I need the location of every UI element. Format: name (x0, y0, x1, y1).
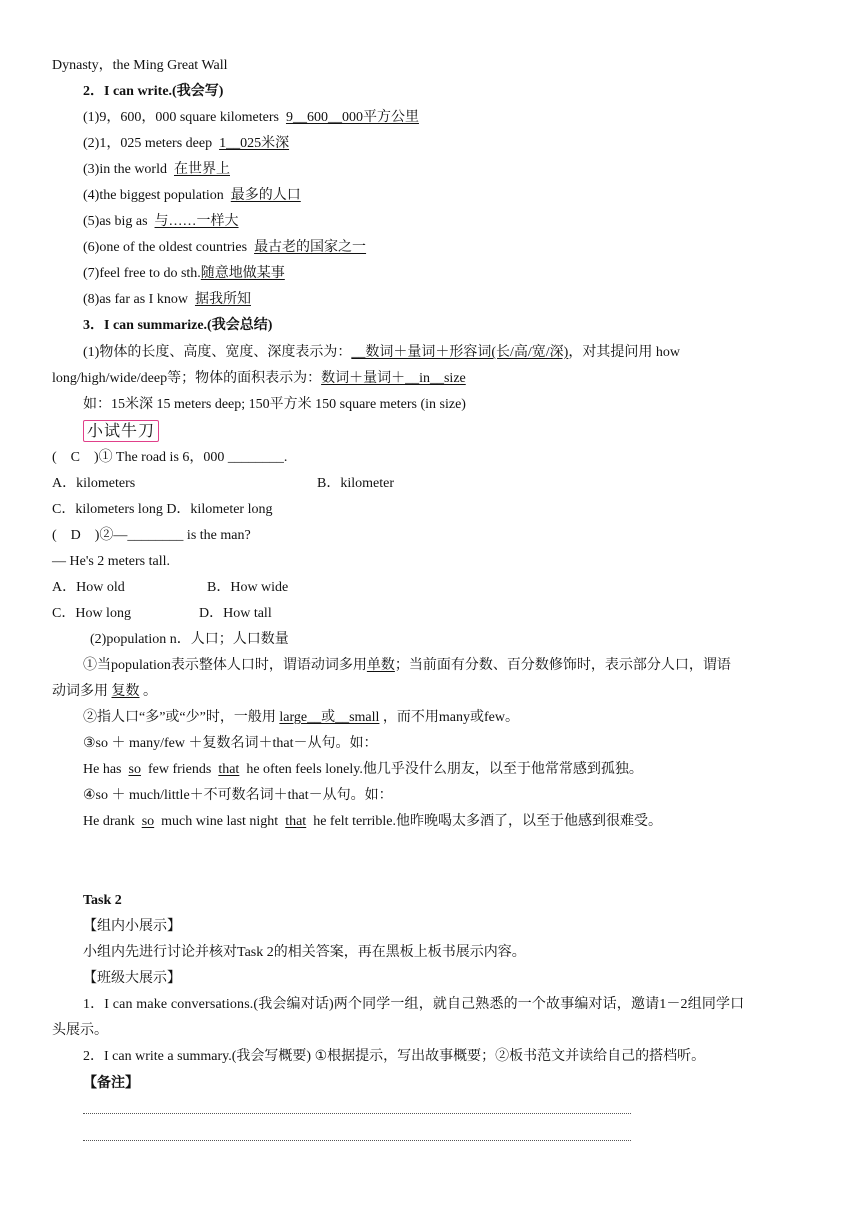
notes-line-1[interactable] (83, 1113, 631, 1114)
write-item-6: (6)one of the oldest countries 最古老的国家之一 (83, 240, 367, 255)
write-item-1: (1)9，600，000 square kilometers 9__600__000平方公里 (83, 110, 419, 125)
summarize-p2: long/high/wide/deep等；物体的面积表示为：数词＋量词＋__in__size (52, 371, 466, 386)
answer-4: 最多的人口 (230, 188, 301, 203)
write-item-5: (5)as big as 与……一样大 (83, 214, 239, 229)
group-show-text: 小组内先进行讨论并核对Task 2的相关答案，再在黑板上板书展示内容。 (83, 945, 526, 960)
population-rule-1-cont: 动词多用 复数 。 (52, 684, 157, 699)
quiz-q1-options-cd: C．kilometers long D．kilometer long (52, 502, 273, 517)
population-answer-singular: 单数 (366, 658, 395, 673)
quiz-q2-options-cd (52, 605, 808, 623)
population-rule-2: ②指人口“多”或“少”时，一般用 large__或__small ，而不用many或few。 (83, 710, 520, 725)
quiz-q2-option-b: B．How wide (207, 580, 289, 595)
answer-8: 据我所知 (194, 292, 251, 307)
population-title: (2)population n．人口；人口数量 (90, 632, 289, 647)
dynasty-line: Dynasty，the Ming Great Wall (52, 58, 228, 73)
class-show-item-1: 1．I can make conversations.(我会编对话)两个同学一组，就自己熟悉的一个故事编对话，邀请1－2组同学口 (83, 997, 745, 1012)
answer-3: 在世界上 (173, 162, 230, 177)
practice-badge: 小试牛刀 (83, 420, 159, 442)
population-answer-plural: 复数 (111, 684, 140, 699)
summarize-p1: (1)物体的长度、高度、宽度、深度表示为：__数词＋量词＋形容词(长/高/宽/深)，对其提问用 how (83, 345, 680, 360)
write-item-8: (8)as far as I know 据我所知 (83, 292, 251, 307)
quiz-q2-option-c: C．How long (52, 606, 131, 621)
summarize-heading: 3．I can summarize.(我会总结) (83, 318, 273, 333)
answer-2: 1__025米深 (219, 136, 290, 151)
write-heading: 2．I can write.(我会写) (83, 84, 224, 99)
task2-title: Task 2 (83, 893, 122, 908)
answer-6: 最古老的国家之一 (254, 240, 367, 255)
quiz-q1: ( C )① The road is 6，000 ________. (52, 450, 288, 465)
quiz-q2-answer: — He's 2 meters tall. (52, 554, 170, 569)
population-rule-1: ①当population表示整体人口时，谓语动词多用单数；当前面有分数、百分数修饰时，表示部分人口，谓语 (83, 658, 731, 673)
write-item-3: (3)in the world 在世界上 (83, 162, 230, 177)
population-answer-large-small: large__或__small (279, 710, 380, 725)
notes-line-2[interactable] (83, 1140, 631, 1141)
example-1-answer-that: that (218, 762, 240, 777)
summarize-answer-1: __数词＋量词＋形容词(长/高/宽/深) (351, 345, 569, 360)
population-rule-3: ③so ＋ many/few ＋复数名词＋that－从句。如： (83, 736, 378, 751)
answer-7: 随意地做某事 (200, 266, 285, 281)
quiz-q2-options-ab (52, 579, 808, 597)
class-show-heading: 【班级大展示】 (83, 971, 181, 986)
notes-heading: 【备注】 (83, 1076, 139, 1091)
write-item-7: (7)feel free to do sth.随意地做某事 (83, 266, 285, 281)
write-item-2: (2)1，025 meters deep 1__025米深 (83, 136, 290, 151)
quiz-q1-options-ab (52, 475, 808, 493)
write-item-4: (4)the biggest population 最多的人口 (83, 188, 301, 203)
example-2-answer-so: so (141, 814, 155, 829)
practice-badge-line (83, 420, 808, 442)
population-example-2: He drank so much wine last night that he felt terrible.他昨晚喝太多酒了，以至于他感到很难受。 (83, 814, 662, 829)
quiz-q1-option-a: A．kilometers (52, 476, 136, 491)
summarize-example: 如：15米深 15 meters deep; 150平方米 150 square meters (in size) (83, 397, 466, 412)
quiz-q2-option-a: A．How old (52, 580, 125, 595)
group-show-heading: 【组内小展示】 (83, 919, 181, 934)
example-1-answer-so: so (128, 762, 141, 777)
answer-5: 与……一样大 (154, 214, 239, 229)
population-example-1: He has so few friends that he often feels lonely.他几乎没什么朋友，以至于他常常感到孤独。 (83, 762, 643, 777)
class-show-item-2: 2．I can write a summary.(我会写概要) ①根据提示，写出故事概要；②板书范文并读给自己的搭档听。 (83, 1049, 706, 1064)
class-show-item-1-cont: 头展示。 (52, 1023, 108, 1038)
summarize-answer-2: 数词＋量词＋__in__size (321, 371, 466, 386)
quiz-q2: ( D )②—________ is the man? (52, 528, 251, 543)
example-2-answer-that: that (285, 814, 307, 829)
quiz-q2-option-d: D．How tall (199, 606, 272, 621)
population-rule-4: ④so ＋ much/little＋不可数名词＋that－从句。如： (83, 788, 393, 803)
answer-1: 9__600__000平方公里 (285, 110, 419, 125)
quiz-q1-option-b: B．kilometer (317, 476, 394, 491)
